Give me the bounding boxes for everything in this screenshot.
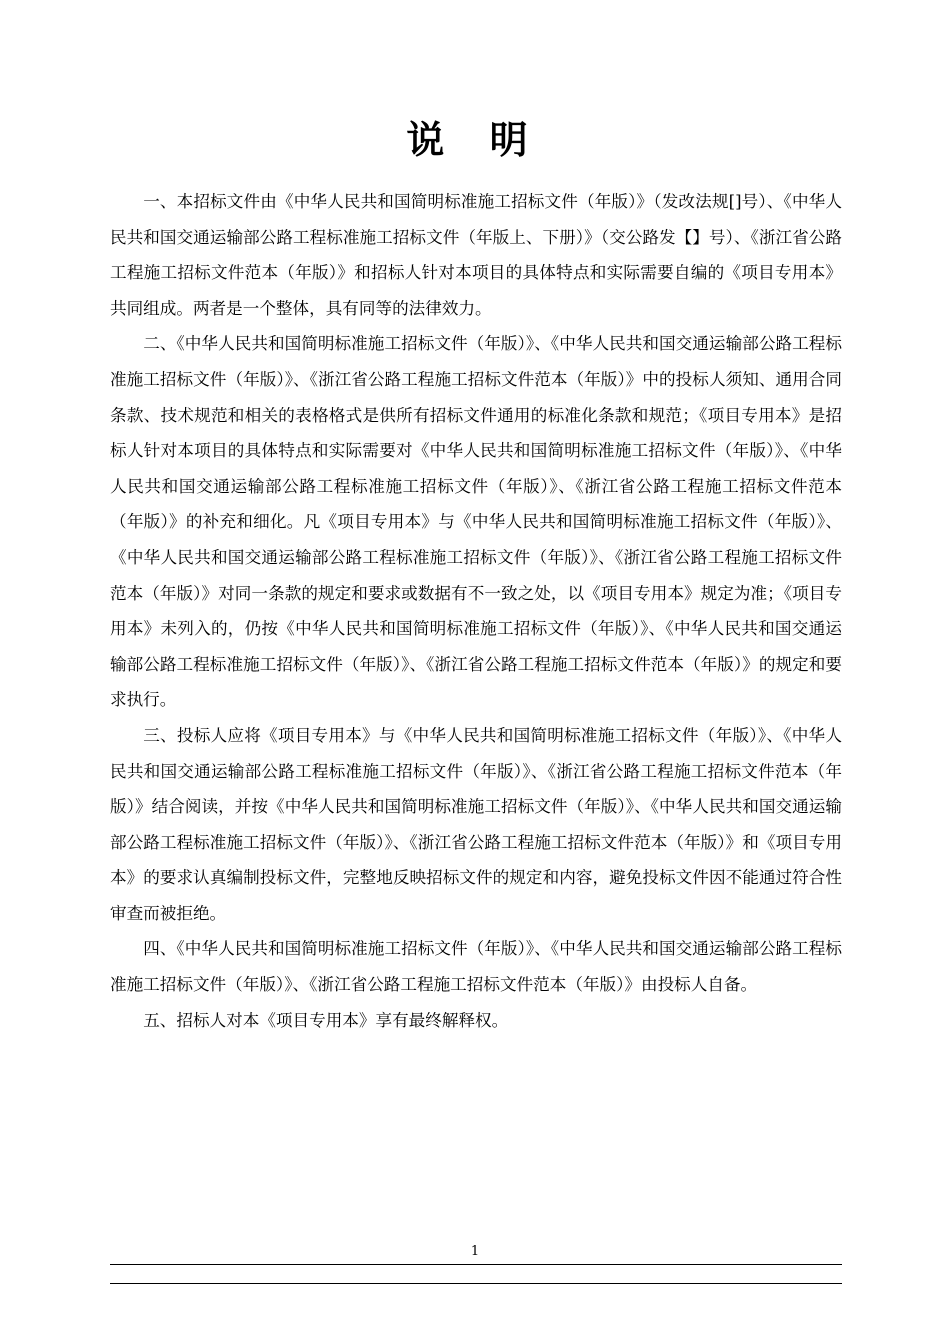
document-body	[110, 184, 842, 1038]
paragraph-5: 五、招标人对本《项目专用本》享有最终解释权。	[143, 1010, 509, 1030]
paragraph-3: 三、投标人应将《项目专用本》与《中华人民共和国简明标准施工招标文件（年版）》、《中华人民共和国交通运输部公路工程标准施工招标文件（年版）》、《浙江省公路工程施工招标文件范本（年版）》结合阅读，并按《中华人民共和国简明标准施工招标文件（年版）》、《中华人民共和国交通运输部公路工程标准施工招标文件（年版）》、《浙江省公路工程施工招标文件范本（年版）》和《项目专用本》的要求认真编制投标文件，完整地反映招标文件的规定和内容，避免投标文件因不能通过符合性审查而被拒绝。	[110, 725, 842, 923]
footer-rule-bottom	[110, 1283, 842, 1284]
page-number: 1	[470, 1244, 480, 1259]
paragraph-2: 二、《中华人民共和国简明标准施工招标文件（年版）》、《中华人民共和国交通运输部公路工程标准施工招标文件（年版）》、《浙江省公路工程施工招标文件范本（年版）》中的投标人须知、通用合同条款、技术规范和相关的表格格式是供所有招标文件通用的标准化条款和规范；《项目专用本》是招标人针对本项目的具体特点和实际需要对《中华人民共和国简明标准施工招标文件（年版）》、《中华人民共和国交通运输部公路工程标准施工招标文件（年版）》、《浙江省公路工程施工招标文件范本（年版）》的补充和细化。凡《项目专用本》与《中华人民共和国简明标准施工招标文件（年版）》、《中华人民共和国交通运输部公路工程标准施工招标文件（年版）》、《浙江省公路工程施工招标文件范本（年版）》对同一条款的规定和要求或数据有不一致之处，以《项目专用本》规定为准；《项目专用本》未列入的，仍按《中华人民共和国简明标准施工招标文件（年版）》、《中华人民共和国交通运输部公路工程标准施工招标文件（年版）》、《浙江省公路工程施工招标文件范本（年版）》的规定和要求执行。	[110, 334, 842, 710]
footer-rule-top	[110, 1264, 842, 1265]
page-title: 说 明	[406, 117, 544, 162]
paragraph-4: 四、《中华人民共和国简明标准施工招标文件（年版）》、《中华人民共和国交通运输部公路工程标准施工招标文件（年版）》、《浙江省公路工程施工招标文件范本（年版）》由投标人自备。	[110, 939, 842, 995]
paragraph-1: 一、本招标文件由《中华人民共和国简明标准施工招标文件（年版）》（发改法规[]号）、《中华人民共和国交通运输部公路工程标准施工招标文件（年版上、下册）》（交公路发【】号）、《浙江省公路工程施工招标文件范本（年版）》和招标人针对本项目的具体特点和实际需要自编的《项目专用本》共同组成。两者是一个整体，具有同等的法律效力。	[110, 192, 842, 318]
